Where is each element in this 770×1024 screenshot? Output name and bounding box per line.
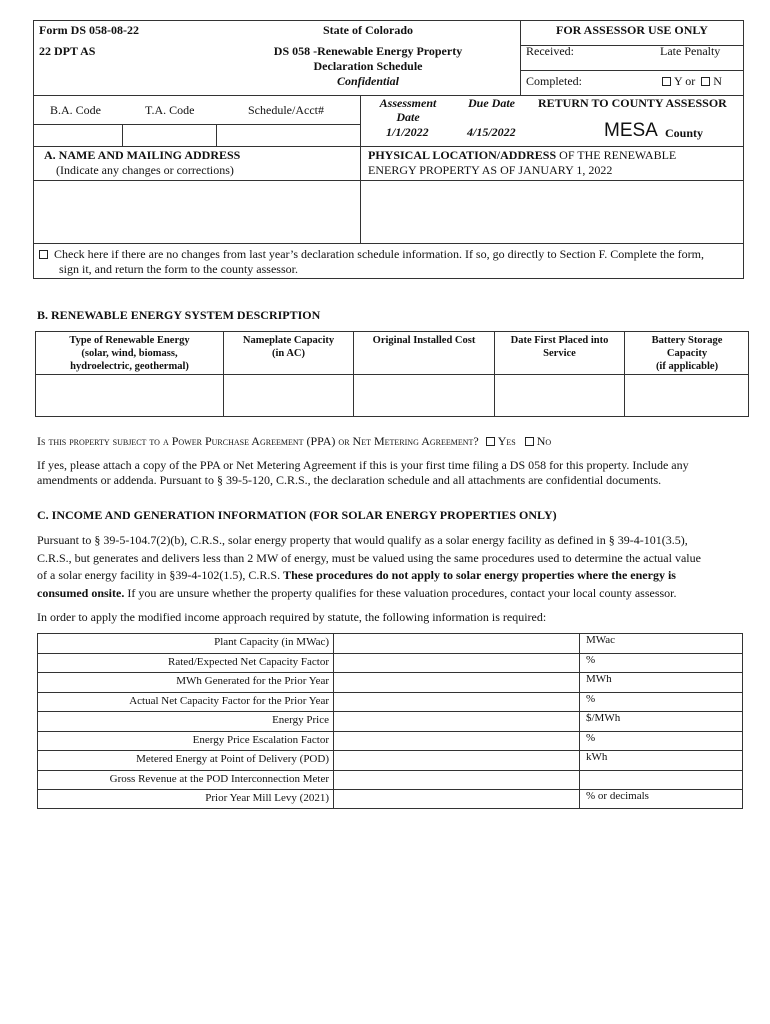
section-b-title: B. RENEWABLE ENERGY SYSTEM DESCRIPTION <box>37 308 321 322</box>
yes-no-checkboxes <box>662 74 722 89</box>
ppa-no-checkbox[interactable] <box>525 437 534 446</box>
confidential-label: Confidential <box>336 74 399 88</box>
ppa-yes-checkbox[interactable] <box>486 437 495 446</box>
col-date-line-2: Service <box>543 348 576 359</box>
income-row-input[interactable] <box>334 673 578 691</box>
due-date: 4/15/2022 <box>467 125 516 139</box>
service-date-input[interactable] <box>495 375 624 416</box>
section-c-intro: In order to apply the modified income approach required by statute, the following information is required: <box>37 610 547 624</box>
income-row-input[interactable] <box>334 634 578 652</box>
no-change-line-1: Check here if there are no changes from last year’s declaration schedule information. If so, go directly to Section F. Complete the form, <box>54 247 704 261</box>
col-battery-line-3: (if applicable) <box>655 361 719 372</box>
return-to-label: RETURN TO COUNTY ASSESSOR <box>538 96 727 110</box>
energy-type-input[interactable] <box>36 375 223 416</box>
received-label: Received: <box>526 44 574 58</box>
form-title-line-2: Declaration Schedule <box>313 59 423 73</box>
ppa-yes-label: Yes <box>497 434 516 448</box>
nameplate-capacity-input[interactable] <box>224 375 353 416</box>
ppa-note-line-1: If yes, please attach a copy of the PPA or Net Metering Agreement if this is your first time filing a DS 058 for this property. Include any <box>37 458 689 472</box>
income-row-unit: % <box>586 693 596 705</box>
col-date-line-1: Date First Placed into <box>510 335 609 346</box>
battery-capacity-input[interactable] <box>625 375 749 416</box>
income-row-input[interactable] <box>334 751 578 769</box>
income-row-label: Plant Capacity (in MWac) <box>214 636 329 648</box>
income-row-unit: % or decimals <box>586 790 649 802</box>
ta-code-label: T.A. Code <box>145 103 195 117</box>
income-row-label: Prior Year Mill Levy (2021) <box>205 792 329 804</box>
form-id: Form DS 058-08-22 <box>39 23 139 37</box>
section-a-subtitle: (Indicate any changes or corrections) <box>56 163 234 177</box>
completed-yes-label: Y or <box>674 74 696 88</box>
section-c-title: C. INCOME AND GENERATION INFORMATION (FOR SOLAR ENERGY PROPERTIES ONLY) <box>37 508 557 522</box>
section-c-para-line-4b: If you are unsure whether the property qualifies for these valuation procedures, contact your local county assessor. <box>124 585 677 600</box>
col-type-line-2: (solar, wind, biomass, <box>81 348 178 359</box>
assessment-date: 1/1/2022 <box>386 125 429 139</box>
schedule-input[interactable] <box>217 125 359 146</box>
no-change-line-2: sign it, and return the form to the county assessor. <box>59 262 298 276</box>
form-title-line-1: DS 058 -Renewable Energy Property <box>273 44 463 58</box>
income-row-label: Energy Price <box>272 714 329 726</box>
col-type-header <box>36 334 223 373</box>
col-nameplate-line-1: Nameplate Capacity <box>242 335 335 346</box>
income-row-label: Metered Energy at Point of Delivery (POD) <box>136 753 329 765</box>
col-date-header <box>495 334 624 360</box>
physical-location-title <box>368 148 676 178</box>
physical-address-input[interactable] <box>361 181 743 243</box>
income-row-label: Energy Price Escalation Factor <box>192 734 329 746</box>
income-row-unit: % <box>586 654 596 666</box>
state-name: State of Colorado <box>323 23 413 37</box>
due-date-label: Due Date <box>468 96 515 110</box>
completed-no-checkbox[interactable] <box>701 77 710 86</box>
col-battery-header <box>625 334 749 373</box>
income-row-input[interactable] <box>334 771 578 789</box>
no-change-text <box>39 247 743 277</box>
ppa-note <box>37 458 749 488</box>
section-c-para-line-1: Pursuant to § 39-5-104.7(2)(b), C.R.S., solar energy property that would qualify as a solar energy facility as defined in § 39-4-101(3.5), <box>37 533 688 547</box>
ba-code-label: B.A. Code <box>50 103 101 117</box>
col-battery-line-2: Capacity <box>666 348 708 359</box>
section-c-para-line-3b: These procedures do not apply to solar energy properties where the energy is <box>283 568 676 582</box>
income-row-unit: MWh <box>586 673 612 685</box>
col-type-line-3: hydroelectric, geothermal) <box>70 361 189 372</box>
income-row-input[interactable] <box>334 712 578 730</box>
ta-code-input[interactable] <box>123 125 215 146</box>
section-c-para-line-2: C.R.S., but generates and delivers less than 2 MW of energy, must be valued using the same procedures used to determine the actual value <box>37 550 701 565</box>
income-row-input[interactable] <box>334 654 578 672</box>
assessment-date-label <box>368 96 448 124</box>
income-row-unit: $/MWh <box>586 712 621 724</box>
income-row-input[interactable] <box>334 790 578 808</box>
county-label: County <box>665 126 704 140</box>
dept-code: 22 DPT AS <box>39 44 96 58</box>
installed-cost-input[interactable] <box>354 375 494 416</box>
section-c-para-line-3a: of a solar energy facility in §39-4-102(1.5), C.R.S. <box>37 568 284 582</box>
assessment-label-line-1: Assessment <box>379 96 437 110</box>
col-nameplate-header <box>224 334 353 360</box>
physical-location-rest: OF THE RENEWABLE <box>556 148 677 162</box>
section-c-paragraph <box>37 532 752 602</box>
ppa-no-label: No <box>536 434 552 448</box>
section-a-title: A. NAME AND MAILING ADDRESS <box>44 148 241 162</box>
completed-label: Completed: <box>526 74 582 88</box>
col-nameplate-line-2: (in AC) <box>272 348 305 359</box>
mailing-address-input[interactable] <box>34 181 359 243</box>
income-row-input[interactable] <box>334 693 578 711</box>
col-cost-header <box>354 334 494 347</box>
ba-code-input[interactable] <box>34 125 121 146</box>
county-name: MESA <box>604 120 658 141</box>
ppa-question <box>37 434 551 449</box>
income-row-label: Gross Revenue at the POD Interconnection Meter <box>109 773 329 785</box>
col-cost-line-1: Original Installed Cost <box>372 335 476 346</box>
income-row-label: Rated/Expected Net Capacity Factor <box>168 656 329 668</box>
income-row-unit: MWac <box>586 634 616 646</box>
physical-location-bold: PHYSICAL LOCATION/ADDRESS <box>368 148 557 162</box>
income-row-unit: kWh <box>586 751 608 763</box>
income-row-label: MWh Generated for the Prior Year <box>176 675 329 687</box>
assessment-label-line-2: Date <box>396 110 420 124</box>
income-row-label: Actual Net Capacity Factor for the Prior Year <box>129 695 329 707</box>
no-change-checkbox[interactable] <box>39 250 48 259</box>
col-type-line-1: Type of Renewable Energy <box>69 335 190 346</box>
income-row-unit: % <box>586 732 596 744</box>
ppa-question-text: Is this property subject to a Power Purchase Agreement (PPA) or Net Metering Agreement? <box>37 434 479 448</box>
ppa-note-line-2: amendments or addenda. Pursuant to § 39-5-120, C.R.S., the declaration schedule and all attachments are confidential documents. <box>37 473 662 487</box>
income-row-input[interactable] <box>334 732 578 750</box>
completed-no-label: N <box>713 74 722 88</box>
late-penalty-label: Late Penalty <box>660 44 721 58</box>
section-c-para-line-4a: consumed onsite. <box>37 585 125 600</box>
col-battery-line-1: Battery Storage <box>651 335 723 346</box>
schedule-label: Schedule/Acct# <box>248 103 324 117</box>
form-title <box>248 44 488 89</box>
physical-location-date: ENERGY PROPERTY AS OF JANUARY 1, 2022 <box>368 163 613 177</box>
completed-yes-checkbox[interactable] <box>662 77 671 86</box>
assessor-use-title: FOR ASSESSOR USE ONLY <box>556 23 708 37</box>
